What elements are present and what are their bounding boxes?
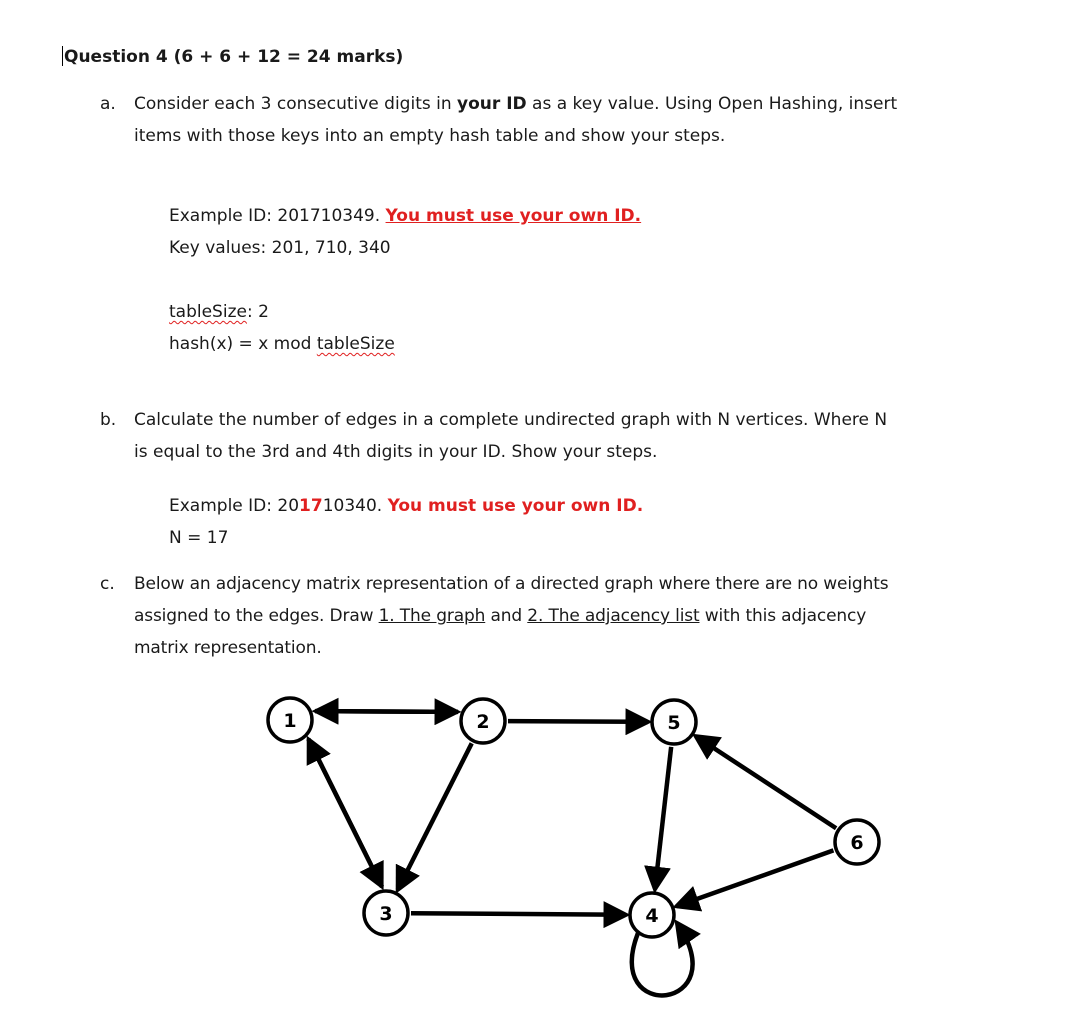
edge-5-4	[655, 747, 671, 889]
part-b-marker: b.	[100, 410, 117, 430]
graph-node-label-3: 3	[379, 903, 393, 925]
own-id-warning: You must use your own ID.	[385, 206, 642, 226]
part-b-example: Example ID: 201710340. You must use your own ID.	[169, 496, 644, 516]
graph-node-6	[835, 820, 879, 864]
own-id-warning-b: You must use your own ID.	[387, 496, 644, 516]
graph-node-label-6: 6	[850, 832, 864, 854]
question-title-text: Question 4 (6 + 6 + 12 = 24 marks)	[64, 47, 404, 67]
part-a-line-2: items with those keys into an empty hash table and show your steps.	[134, 126, 726, 146]
edge-6-5	[696, 736, 836, 828]
part-a-marker: a.	[100, 94, 116, 114]
graph-node-1	[268, 698, 312, 742]
part-b-line-1: Calculate the number of edges in a complete undirected graph with N vertices. Where N	[134, 410, 888, 430]
part-b-line-2: is equal to the 3rd and 4th digits in your ID. Show your steps.	[134, 442, 658, 462]
graph-node-label-2: 2	[476, 711, 490, 733]
edge-2-3	[398, 743, 472, 889]
edge-6-4	[676, 850, 833, 906]
graph-node-label-5: 5	[667, 712, 681, 734]
part-c-line-1: Below an adjacency matrix representation of a directed graph where there are no weights	[134, 574, 889, 594]
edge-2-1	[316, 711, 458, 712]
part-a-hash-function: hash(x) = x mod tableSize	[169, 334, 395, 354]
part-a-line-1: Consider each 3 consecutive digits in your ID as a key value. Using Open Hashing, insert	[134, 94, 898, 114]
part-c-marker: c.	[100, 574, 115, 594]
part-a-table-size: tableSize: 2	[169, 302, 269, 322]
graph-node-label-1: 1	[283, 710, 297, 732]
graph-node-label-4: 4	[645, 905, 659, 927]
graph-node-3	[364, 891, 408, 935]
graph-node-2	[461, 699, 505, 743]
edge-2-5	[508, 721, 648, 722]
part-c-line-3: matrix representation.	[134, 638, 322, 658]
graph-node-4	[630, 893, 674, 937]
part-c-line-2: assigned to the edges. Draw 1. The graph and 2. The adjacency list with this adjacency	[134, 606, 867, 626]
part-a-key-values: Key values: 201, 710, 340	[169, 238, 391, 258]
part-a-example: Example ID: 201710349. You must use your own ID.	[169, 206, 642, 226]
part-b-n-value: N = 17	[169, 528, 229, 548]
edge-3-1	[309, 740, 382, 887]
graph-node-5	[652, 700, 696, 744]
edge-3-4	[411, 913, 626, 915]
